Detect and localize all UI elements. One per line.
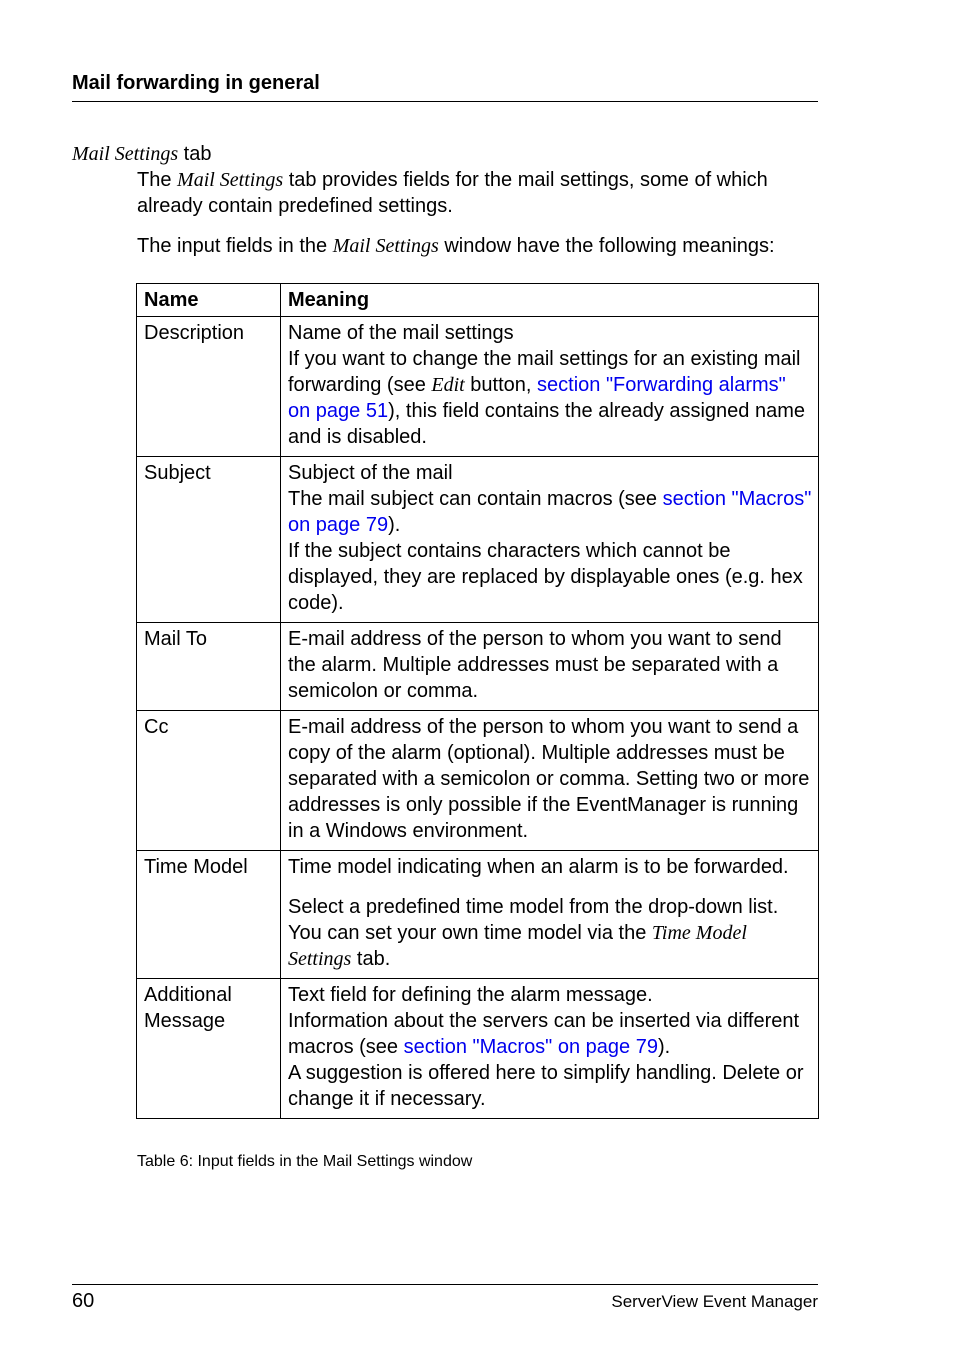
- intro-emphasis: Mail Settings: [177, 169, 284, 191]
- row-meaning: [281, 457, 819, 623]
- meaning-line: [288, 486, 812, 538]
- table-row: [137, 623, 819, 711]
- meaning-text: ).: [388, 514, 401, 536]
- table-row: [137, 711, 819, 851]
- lead-emphasis: Mail Settings: [332, 235, 439, 257]
- lead-paragraph: [137, 233, 827, 259]
- cross-reference-link[interactable]: section "Forwarding alarms" on page 51: [288, 374, 786, 422]
- meaning-line: If the subject contains characters which cannot be displayed, they are replaced by displayable ones (e.g. hex code).: [288, 540, 803, 614]
- meaning-line: A suggestion is offered here to simplify handling. Delete or change it if necessary.: [288, 1062, 804, 1110]
- meaning-line: Subject of the mail: [288, 462, 453, 484]
- row-name: Subject: [137, 457, 281, 623]
- meaning-text: ).: [657, 1036, 671, 1058]
- header-meaning: Meaning: [281, 284, 819, 317]
- table-header-row: [137, 284, 819, 317]
- meaning-text: tab.: [351, 948, 391, 970]
- meaning-line: Time model indicating when an alarm is to be forwarded.: [288, 856, 789, 878]
- row-name: Description: [137, 317, 281, 457]
- tab-heading: [72, 142, 211, 166]
- row-meaning: [281, 979, 819, 1119]
- table-row: [137, 457, 819, 623]
- meaning-line: [288, 894, 812, 972]
- table-row: [137, 851, 819, 979]
- cross-reference-link[interactable]: section "Macros" on page 79: [403, 1036, 658, 1058]
- tab-heading-name: Mail Settings: [72, 143, 179, 165]
- row-name: Time Model: [137, 851, 281, 979]
- row-meaning: E-mail address of the person to whom you want to send a copy of the alarm (optional). Multiple addresses must be separated with a semicolon or comma. Setting two or more addresses is only possible if the EventManager is running in a Windows environment.: [281, 711, 819, 851]
- meaning-text: Select a predefined time model from the drop-down list. You can set your own time model via the: [288, 896, 779, 944]
- meaning-line: Name of the mail settings: [288, 322, 514, 344]
- row-meaning: [281, 317, 819, 457]
- intro-text-before: The: [137, 169, 178, 191]
- meaning-text: button,: [464, 374, 538, 396]
- row-meaning: E-mail address of the person to whom you want to send the alarm. Multiple addresses must be separated with a semicolon or comma.: [281, 623, 819, 711]
- meaning-text: The mail subject can contain macros (see: [288, 488, 663, 510]
- lead-text-after: window have the following meanings:: [438, 235, 775, 257]
- intro-paragraph: [137, 167, 827, 219]
- row-name: Cc: [137, 711, 281, 851]
- page-number: 60: [72, 1290, 95, 1312]
- row-name: Additional Message: [137, 979, 281, 1119]
- header-name: Name: [137, 284, 281, 317]
- header-divider: [72, 101, 818, 102]
- meaning-line: [288, 346, 812, 450]
- cross-reference-link[interactable]: section "Macros" on page 79: [288, 488, 812, 536]
- table-row: [137, 979, 819, 1119]
- meaning-line: [288, 1008, 812, 1060]
- input-fields-table: [136, 283, 819, 1119]
- intro-text-after: tab provides fields for the mail settings, some of which already contain predefined settings.: [137, 169, 768, 217]
- meaning-text: Information about the servers can be inserted via different macros (see: [288, 1010, 800, 1058]
- meaning-emphasis: Edit: [431, 374, 465, 396]
- table-row: [137, 317, 819, 457]
- footer-product-name: ServerView Event Manager: [611, 1292, 818, 1311]
- meaning-text: If you want to change the mail settings for an existing mail forwarding (see: [288, 348, 801, 396]
- lead-text-before: The input fields in the: [137, 235, 333, 257]
- row-name: Mail To: [137, 623, 281, 711]
- meaning-line: Text field for defining the alarm message.: [288, 984, 653, 1006]
- meaning-text: ), this field contains the already assigned name and is disabled.: [288, 400, 806, 448]
- row-meaning: [281, 851, 819, 979]
- footer-divider: [72, 1284, 818, 1285]
- tab-heading-word: tab: [183, 143, 212, 165]
- table-caption: Table 6: Input fields in the Mail Settings window: [137, 1153, 473, 1170]
- page-header-title: Mail forwarding in general: [72, 72, 320, 94]
- meaning-emphasis: Time Model Settings: [288, 922, 747, 970]
